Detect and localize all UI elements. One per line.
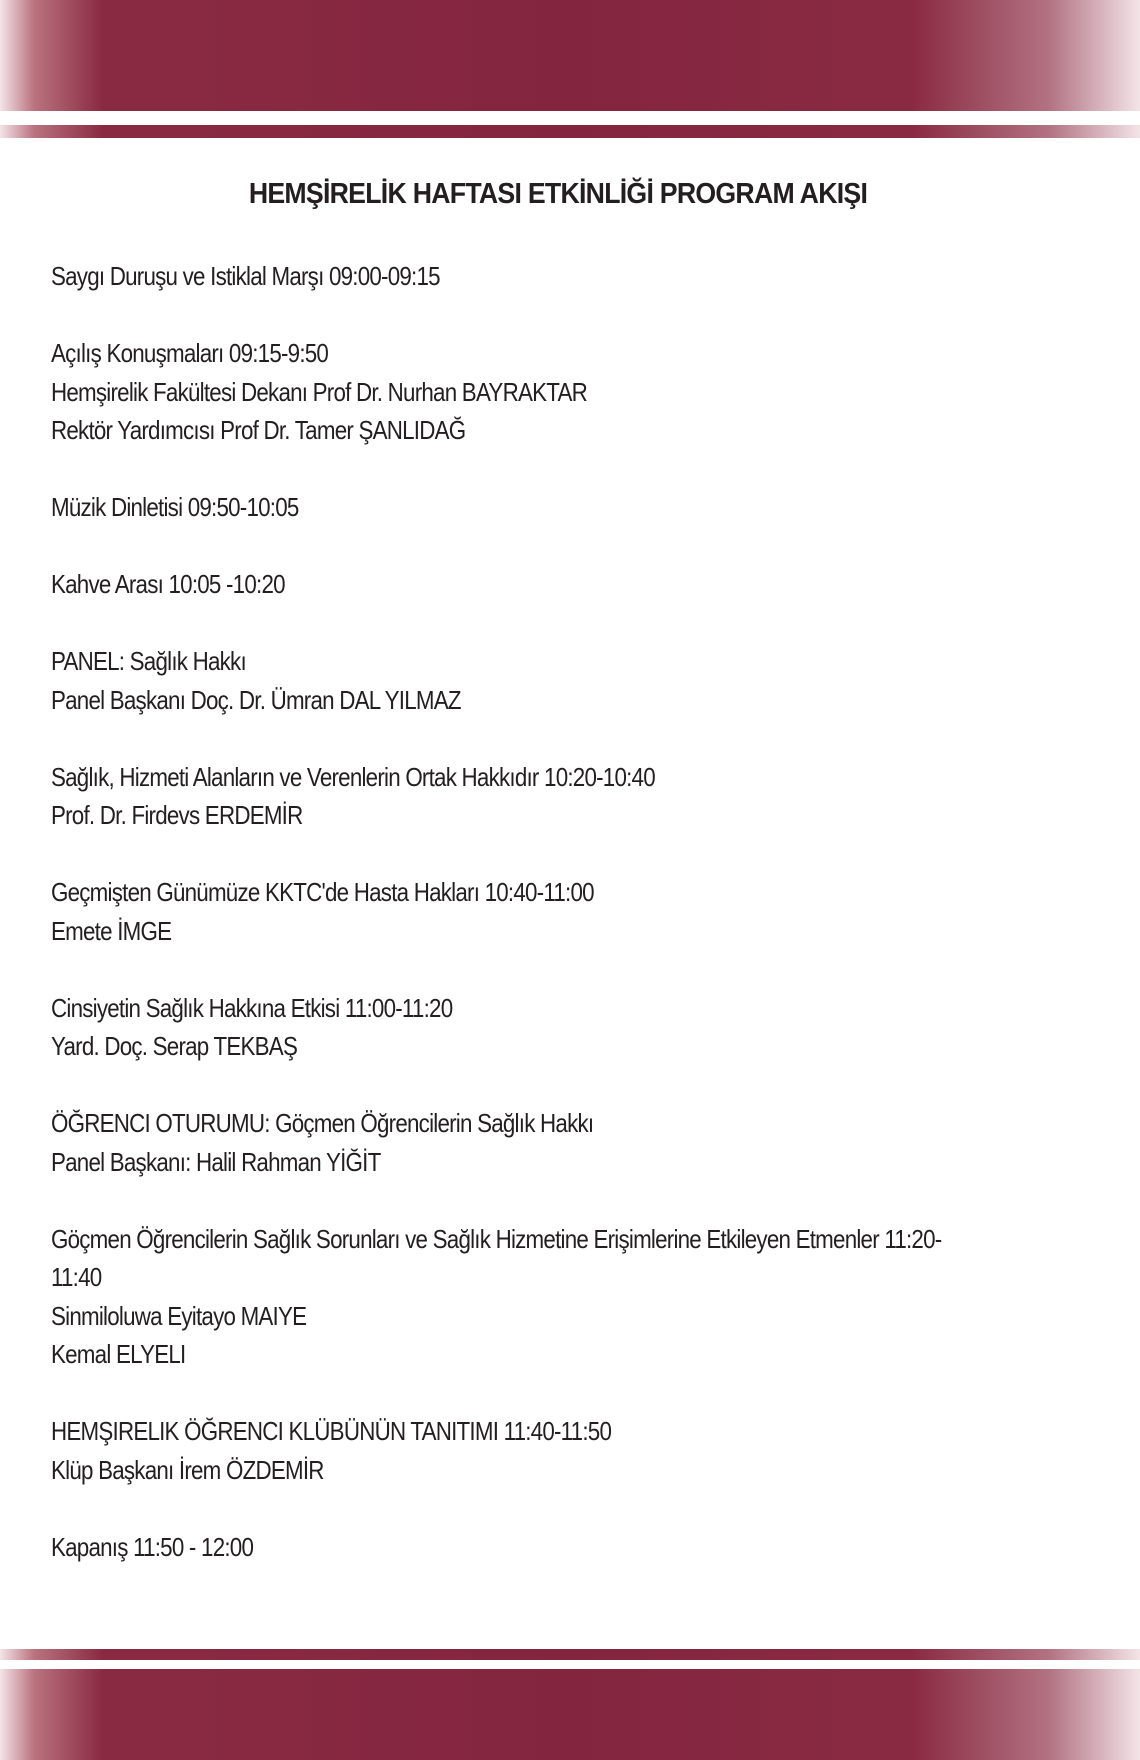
program-item bbox=[51, 257, 1041, 296]
program-item bbox=[51, 758, 1041, 835]
program-item bbox=[51, 1412, 1041, 1489]
program-item bbox=[51, 873, 1041, 950]
program-item bbox=[51, 334, 1041, 450]
program-item-title: Sağlık, Hizmeti Alanların ve Verenlerin Ortak Hakkıdır 10:20-10:40 bbox=[51, 761, 655, 792]
program-item-detail: Kemal ELYELI bbox=[51, 1339, 186, 1369]
program-item-detail: Hemşirelik Fakültesi Dekanı Prof Dr. Nurhan BAYRAKTAR bbox=[51, 376, 587, 407]
page-title: HEMŞİRELİK HAFTASI ETKİNLİĞİ PROGRAM AKIŞI bbox=[248, 178, 868, 210]
program-item-title: Geçmişten Günümüze KKTC'de Hasta Hakları 10:40-11:00 bbox=[51, 877, 594, 907]
program-item bbox=[51, 1220, 1041, 1374]
program-item-detail: Emete İMGE bbox=[51, 915, 172, 946]
header-decorative-stripe bbox=[0, 125, 1140, 138]
program-item-title: Kapanış 11:50 - 12:00 bbox=[51, 1531, 254, 1562]
program-item-title: Kahve Arası 10:05 -10:20 bbox=[51, 569, 285, 599]
program-item-title: Göçmen Öğrencilerin Sağlık Sorunları ve Sağlık Hizmetine Erişimlerine Etkileyen Etmenler 11:20- bbox=[51, 1223, 942, 1254]
program-item-detail: Panel Başkanı: Halil Rahman YİĞİT bbox=[51, 1146, 381, 1177]
program-item-title: Müzik Dinletisi 09:50-10:05 bbox=[51, 492, 299, 522]
footer-decorative-band bbox=[0, 1669, 1140, 1760]
program-item-title: Açılış Konuşmaları 09:15-9:50 bbox=[51, 338, 329, 368]
program-item-detail: Yard. Doç. Serap TEKBAŞ bbox=[51, 1031, 298, 1061]
program-item-title: HEMŞIRELIK ÖĞRENCI KLÜBÜNÜN TANITIMI 11:40-11:50 bbox=[51, 1416, 612, 1446]
program-schedule bbox=[51, 257, 1041, 1605]
program-item bbox=[51, 565, 1041, 604]
program-item bbox=[51, 488, 1041, 527]
program-item-title: PANEL: Sağlık Hakkı bbox=[51, 646, 246, 676]
program-item-title: Cinsiyetin Sağlık Hakkına Etkisi 11:00-11:20 bbox=[51, 992, 453, 1023]
program-item-title: ÖĞRENCI OTURUMU: Göçmen Öğrencilerin Sağlık Hakkı bbox=[51, 1108, 594, 1138]
program-item-detail: 11:40 bbox=[51, 1262, 102, 1292]
program-item-title: Saygı Duruşu ve Istiklal Marşı 09:00-09:15 bbox=[51, 261, 440, 291]
program-item bbox=[51, 1104, 1041, 1181]
program-item-detail: Rektör Yardımcısı Prof Dr. Tamer ŞANLIDAĞ bbox=[51, 415, 466, 445]
program-item bbox=[51, 642, 1041, 719]
header-decorative-band bbox=[0, 0, 1140, 111]
program-item-detail: Klüp Başkanı İrem ÖZDEMİR bbox=[51, 1454, 324, 1485]
program-item-detail: Prof. Dr. Firdevs ERDEMİR bbox=[51, 800, 303, 830]
program-item-detail: Sinmiloluwa Eyitayo MAIYE bbox=[51, 1300, 307, 1331]
program-item bbox=[51, 1528, 1041, 1567]
program-item bbox=[51, 989, 1041, 1066]
footer-decorative-stripe bbox=[0, 1649, 1140, 1660]
program-item-detail: Panel Başkanı Doç. Dr. Ümran DAL YILMAZ bbox=[51, 684, 461, 715]
